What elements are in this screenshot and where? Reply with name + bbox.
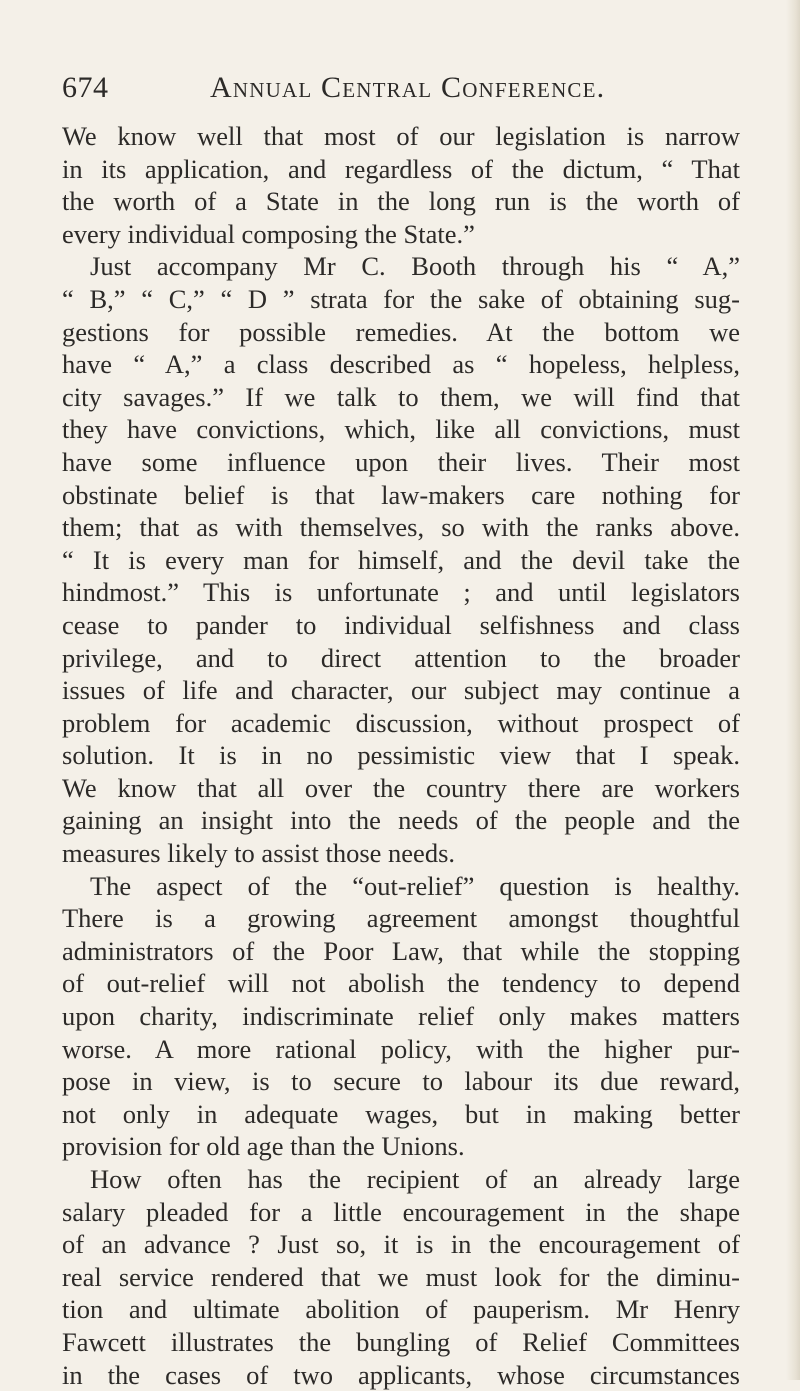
text-line: administrators of the Poor Law, that while the stopping [62,935,740,966]
page-edge-shadow [786,0,800,1380]
text-line: privilege, and to direct attention to the broader [62,642,740,673]
text-line: pose in view, is to secure to labour its due reward, [62,1066,740,1097]
text-line: of an advance ? Just so, it is in the encouragement of [62,1229,740,1260]
text-line: them; that as with themselves, so with the ranks above. [62,512,740,543]
text-line: tion and ultimate abolition of pauperism. Mr Henry [62,1294,740,1325]
text-line: measures likely to assist those needs. [62,838,456,869]
text-line: Fawcett illustrates the bungling of Relief Committees [62,1326,740,1357]
text-line: solution. It is in no pessimistic view that I speak. [62,740,740,771]
text-line: in its application, and regardless of the dictum, “ That [62,153,740,184]
text-line: gaining an insight into the needs of the people and the [62,805,740,836]
running-head: Annual Central Conference. [210,71,606,104]
text-line: have “ A,” a class described as “ hopeless, helpless, [62,349,740,380]
text-line: issues of life and character, our subject may continue a [62,675,740,706]
text-line: obstinate belief is that law-makers care nothing for [62,479,740,510]
text-line: We know well that most of our legislation is narrow [62,121,740,151]
text-line: cease to pander to individual selfishness and class [62,609,740,640]
text-line: problem for academic discussion, without prospect of [62,707,740,738]
text-line: not only in adequate wages, but in making better [62,1098,740,1129]
text-line: gestions for possible remedies. At the bottom we [62,316,740,347]
text-line: city savages.” If we talk to them, we will find that [62,381,740,412]
text-line: hindmost.” This is unfortunate ; and until legislators [62,577,740,608]
text-line: The aspect of the “out-relief” question is healthy. [90,870,740,901]
page-number: 674 [62,71,109,104]
text-line: have some influence upon their lives. Their most [62,446,740,477]
text-line: real service rendered that we must look for the diminu- [62,1261,740,1292]
text-line: they have convictions, which, like all convictions, must [62,414,740,445]
text-line: in the cases of two applicants, whose circumstances [62,1359,740,1390]
text-line: We know that all over the country there are workers [62,772,740,803]
text-line: worse. A more rational policy, with the higher pur- [62,1033,740,1064]
text-line: salary pleaded for a little encouragement in the shape [62,1196,740,1227]
text-line: There is a growing agreement amongst thoughtful [62,903,740,934]
text-line: “ It is every man for himself, and the devil take the [62,544,740,575]
body-text [62,120,740,1391]
text-line: the worth of a State in the long run is the worth of [62,186,740,217]
page-header [62,71,762,111]
text-line: How often has the recipient of an already large [90,1164,740,1194]
text-line: upon charity, indiscriminate relief only makes matters [62,1001,740,1032]
text-line: of out-relief will not abolish the tendency to depend [62,968,740,999]
text-line: provision for old age than the Unions. [62,1131,465,1162]
text-line: Just accompany Mr C. Booth through his “ A,” [90,251,740,282]
text-line: every individual composing the State.” [62,218,475,249]
text-line: “ B,” “ C,” “ D ” strata for the sake of obtaining sug- [62,283,740,314]
